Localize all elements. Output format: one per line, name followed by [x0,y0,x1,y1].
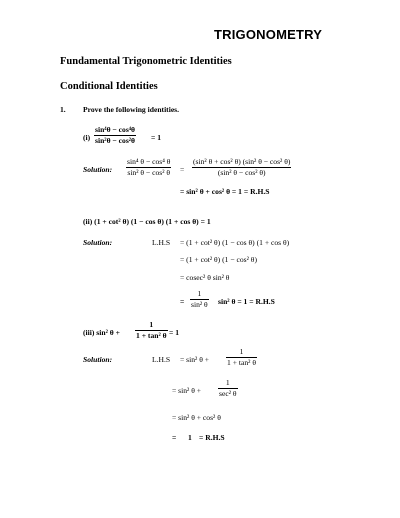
step1-numerator: 1 [239,347,244,356]
problem-ii-step4-equals: = [180,297,185,306]
problem-i-step1-lhs [126,158,171,177]
page-title: TRIGONOMETRY [214,27,323,42]
problem-ii-step4-fraction [190,290,209,309]
problem-iii-label: (iii) sin² θ + [83,328,120,337]
problem-ii-step1: = (1 + cot² θ) (1 − cos θ) (1 + cos θ) [180,238,290,247]
step2-numerator: 1 [225,378,230,387]
problem-iii-solution-label: Solution: [83,355,113,364]
problem-iii-fraction [135,321,168,340]
problem-ii-step2: = (1 + cot² θ) (1 − cos² θ) [180,255,257,264]
problem-iii-step4-equals: = [172,433,177,442]
problem-i-rhs: = 1 [151,133,162,142]
step1-denominator: 1 + tan² θ [227,357,256,367]
heading-fundamental-identities: Fundamental Trigonometric Identities [60,56,232,67]
problem-i-step1-equals: = [180,165,185,174]
section-number: 1. [60,105,66,114]
problem-iii-step2-pre: = sin² θ + [172,386,202,395]
problem-iii-step3: = sin² θ + cos² θ [172,413,221,422]
problem-iii-step4-rest: = R.H.S [199,433,225,442]
problem-iii-step4-one: 1 [188,433,192,442]
problem-iii-step1-fraction [226,348,257,367]
problem-i-fraction [94,126,136,145]
problem-i-label: (i) [83,133,91,142]
step1-lhs-denominator: sin² θ − cos² θ [127,167,171,177]
problem-i-denominator: sin²θ − cos²θ [95,135,136,145]
problem-ii-step4-rest: sin² θ = 1 = R.H.S [218,297,275,306]
problem-i-step1-rhs [192,158,291,177]
problem-i-step2: = sin² θ + cos² θ = 1 = R.H.S [180,187,270,196]
problem-ii-solution-label: Solution: [83,238,113,247]
problem-iii-numerator: 1 [149,320,154,329]
problem-iii-rhs: = 1 [169,328,180,337]
problem-i-numerator: sin⁴θ − cos⁴θ [95,125,136,134]
problem-iii-lhs-label: L.H.S [152,355,171,364]
heading-conditional-identities: Conditional Identities [60,81,158,92]
problem-i-solution-label: Solution: [83,165,113,174]
step1-rhs-denominator: (sin² θ − cos² θ) [217,167,266,177]
step2-denominator: sec² θ [219,388,237,398]
problem-ii-lhs-label: L.H.S [152,238,171,247]
step4-denominator: sin² θ [191,299,208,309]
step1-lhs-numerator: sin⁴ θ − cos⁴ θ [127,157,171,166]
problem-ii-step3: = cosec² θ sin² θ [180,273,230,282]
problem-iii-step1-pre: = sin² θ + [180,355,210,364]
problem-iii-denominator: 1 + tan² θ [136,330,167,340]
problem-iii-step2-fraction [218,379,238,398]
problem-ii-statement: (ii) (1 + cot² θ) (1 − cos θ) (1 + cos θ) = 1 [83,217,211,226]
step4-numerator: 1 [197,289,202,298]
step1-rhs-numerator: (sin² θ + cos² θ) (sin² θ − cos² θ) [193,157,291,166]
section-instruction: Prove the following identities. [83,105,180,114]
